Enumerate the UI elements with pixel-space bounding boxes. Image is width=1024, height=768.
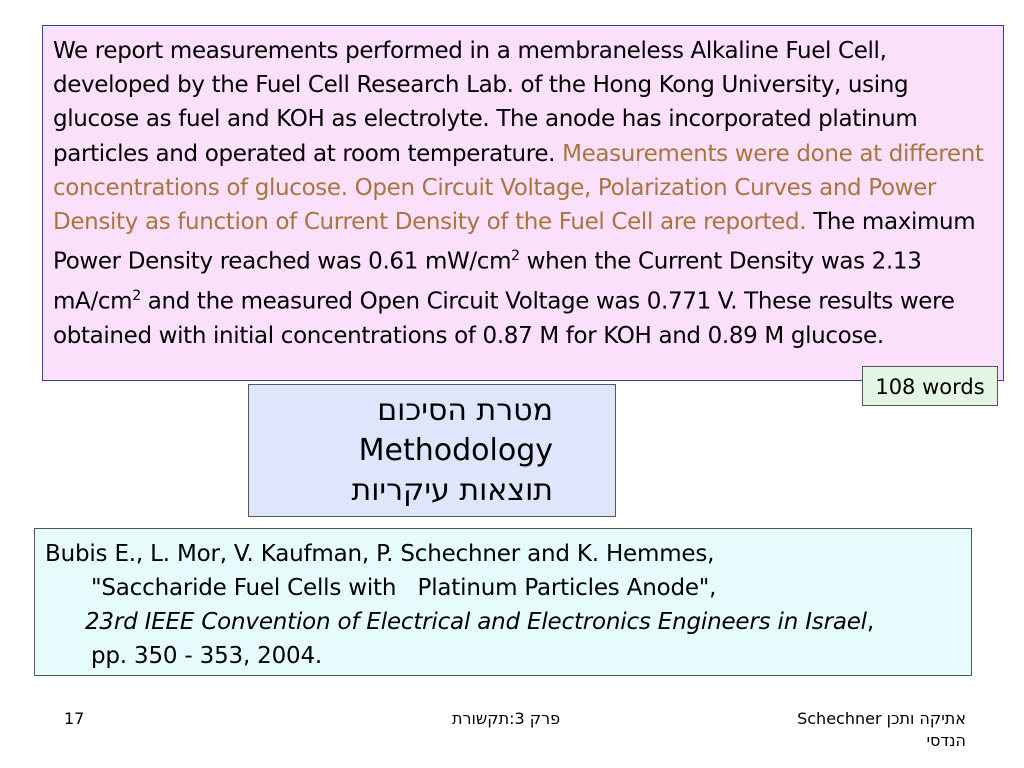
footer-course-line1: Schechner אתיקה ותכן (797, 709, 966, 728)
outline-summary-goal: מטרת הסיכום (377, 393, 553, 428)
outline-box (248, 384, 616, 517)
abstract-box (42, 25, 1004, 381)
footer-chapter: פרק 3:תקשורת (452, 709, 561, 728)
superscript-1: 2 (511, 248, 520, 265)
abstract-part3b: when the Current Density was 2.13 mA/cm (53, 248, 922, 315)
abstract-highlight: Measurements were done at different concentrations of glucose. Open Circuit Voltage, Polarization Curves and Power Density as function of Current Density of the Fuel Cell are reported. (53, 140, 984, 236)
outline-methodology: Methodology (358, 433, 553, 468)
citation-venue-suffix: , (866, 609, 874, 635)
citation-venue-line (45, 605, 963, 639)
superscript-2: 2 (132, 288, 141, 305)
abstract-part3a: The maximum Power Density reached was 0.61 mW/cm (53, 209, 976, 275)
abstract-text (53, 34, 993, 353)
citation-title: "Saccharide Fuel Cells with Platinum Particles Anode", (91, 575, 717, 601)
citation-authors: Bubis E., L. Mor, V. Kaufman, P. Schechner and K. Hemmes, (45, 541, 715, 567)
abstract-part1: We report measurements performed in a membraneless Alkaline Fuel Cell, developed by the Fuel Cell Research Lab. of the Hong Kong University, using glucose as fuel and KOH as electrolyte. The anode has incorporated platinum particles and operated at room temperature. (53, 38, 918, 167)
outline-main-results: תוצאות עיקריות (351, 473, 553, 508)
word-count-badge: 108 words (862, 366, 998, 406)
page-number: 17 (64, 709, 85, 728)
abstract-part3c: and the measured Open Circuit Voltage was 0.771 V. These results were obtained with initial concentrations of 0.87 M for KOH and 0.89 M glucose. (53, 288, 955, 349)
footer-course-line2: הנדסי (926, 731, 966, 750)
citation-venue: 23rd IEEE Convention of Electrical and Electronics Engineers in Israel (85, 609, 867, 635)
footer-course (797, 708, 966, 752)
citation-pages: pp. 350 - 353, 2004. (91, 643, 323, 669)
citation-box (34, 528, 972, 676)
